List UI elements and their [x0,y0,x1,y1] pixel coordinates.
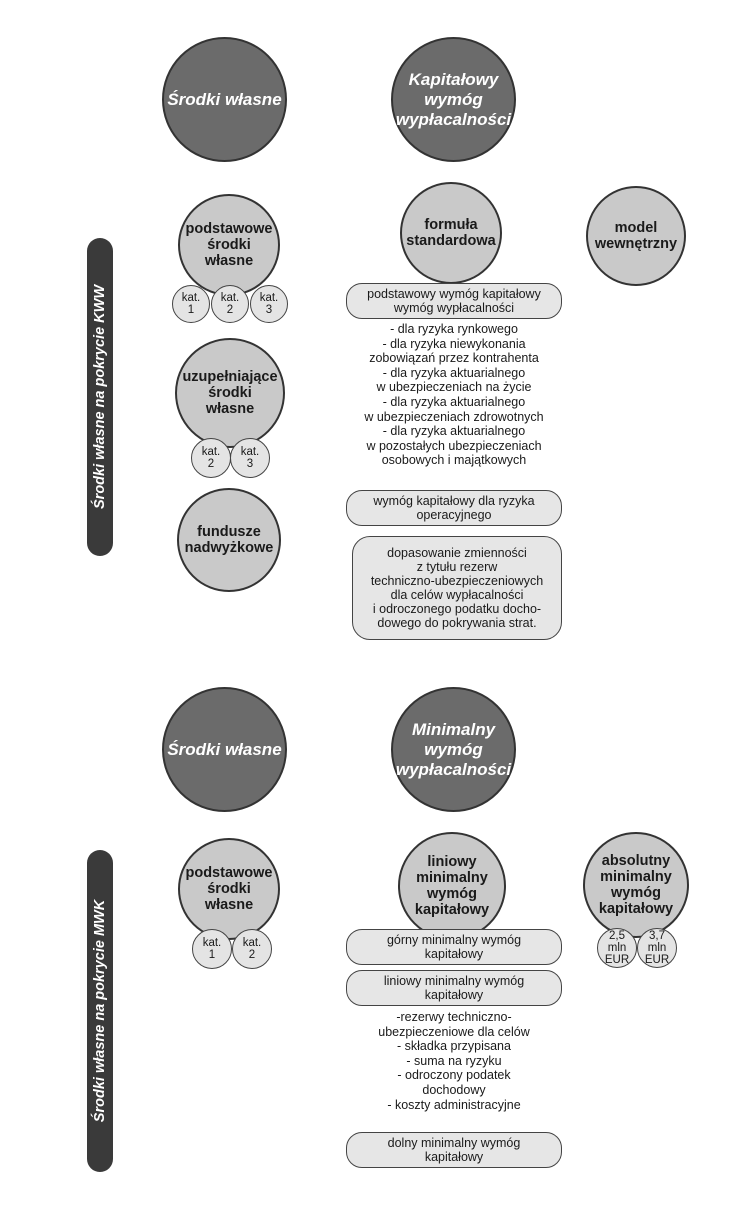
operational-risk-pill: wymóg kapitałowy dla ryzyka operacyjnego [346,490,562,526]
basic-tier-3: kat. 3 [250,285,288,323]
standard-formula-circle: formuła standardowa [400,182,502,284]
ancillary-own-funds-circle: uzupełniające środki własne [175,338,285,448]
absolute-value-3-7: 3,7 mln EUR [637,928,677,968]
surplus-funds-circle: fundusze nadwyżkowe [177,488,281,592]
lower-mcr-pill: dolny minimalny wymóg kapitałowy [346,1132,562,1168]
linear-mcr-circle: liniowy minimalny wymóg kapitałowy [398,832,506,940]
ancillary-tier-3: kat. 3 [230,438,270,478]
side-label-mwk-bar [87,850,113,1172]
absolute-mcr-circle: absolutny minimalny wymóg kapitałowy [583,832,689,938]
basic-tier-1: kat. 1 [172,285,210,323]
side-label-kww-bar [87,238,113,556]
basic-tier-2-bottom: kat. 2 [232,929,272,969]
upper-mcr-pill: górny minimalny wymóg kapitałowy [346,929,562,965]
basic-own-funds-circle-bottom: podstawowe środki własne [178,838,280,940]
linear-mcr-components: -rezerwy techniczno- ubezpieczeniowe dla celów - składka przypisana - suma na ryzyku - odroczony podatek dochodowy - koszty administracyjne [378,1010,530,1112]
internal-model-circle: model wewnętrzny [586,186,686,286]
own-funds-circle-top: Środki własne [162,37,287,162]
side-label-mwk: Środki własne na pokrycie MWK [92,899,108,1123]
bscr-pill: podstawowy wymóg kapitałowy wymóg wypłacalności [346,283,562,319]
linear-mcr-pill: liniowy minimalny wymóg kapitałowy [346,970,562,1006]
basic-tier-1-bottom: kat. 1 [192,929,232,969]
own-funds-circle-bottom: Środki własne [162,687,287,812]
basic-tier-2: kat. 2 [211,285,249,323]
bscr-risk-list: - dla ryzyka rynkowego - dla ryzyka niewykonania zobowiązań przez kontrahenta - dla ryzyka aktuarialnego w ubezpieczeniach na życie - dla ryzyka aktuarialnego w ubezpieczeniach zdrowotnych - dla ryzyka aktuarialnego w pozostałych ubezpieczeniach osobowych i majątkowych [364,322,544,468]
mcr-circle: Minimalny wymóg wypłacalności [391,687,516,812]
ancillary-tier-2: kat. 2 [191,438,231,478]
scr-circle: Kapitałowy wymóg wypłacalności [391,37,516,162]
adjustment-pill: dopasowanie zmienności z tytułu rezerw techniczno-ubezpieczeniowych dla celów wypłacalności i odroczonego podatku docho- dowego do pokrywania strat. [352,536,562,640]
side-label-kww: Środki własne na pokrycie KWW [92,285,108,509]
absolute-value-2-5: 2,5 mln EUR [597,928,637,968]
basic-own-funds-circle: podstawowe środki własne [178,194,280,296]
